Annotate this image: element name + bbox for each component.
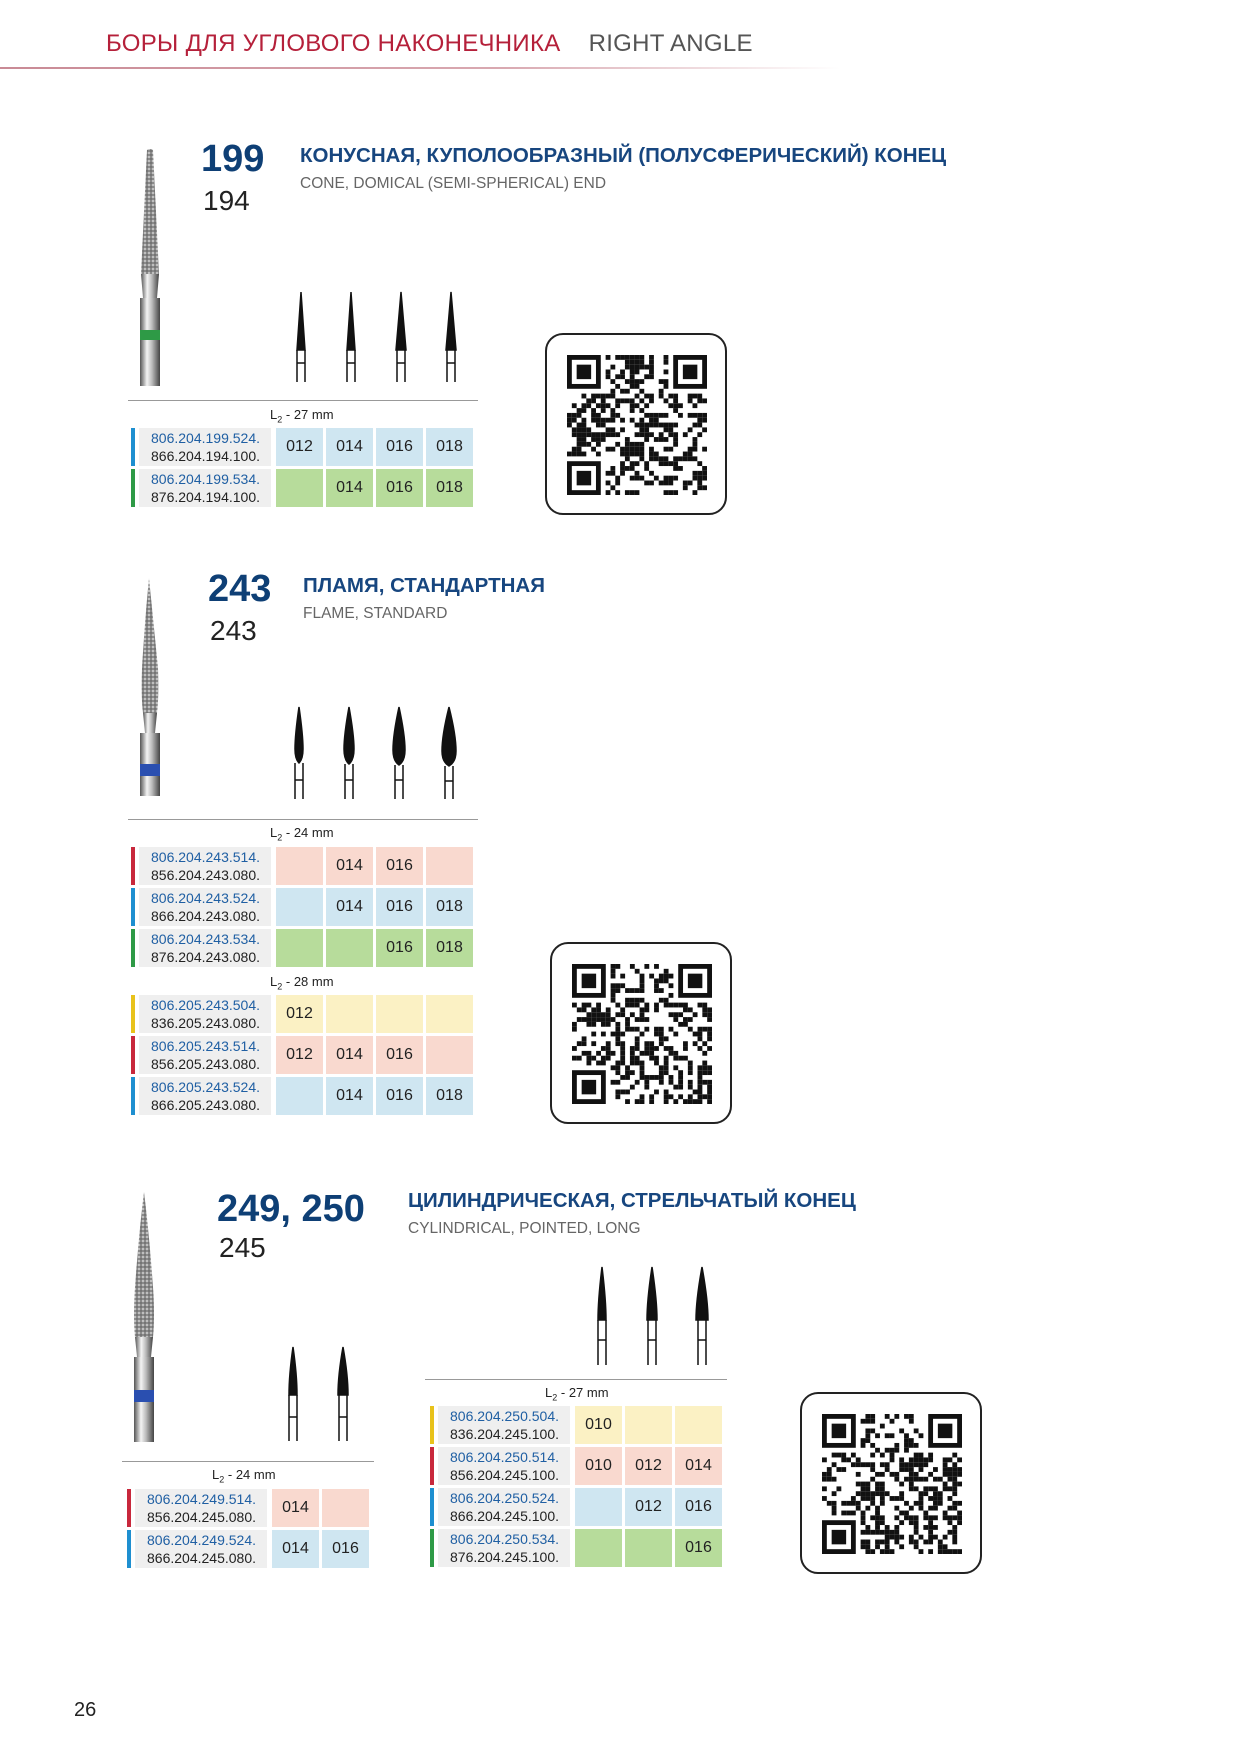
article-code: 876.204.194.100.	[151, 489, 260, 505]
article-code: 806.204.199.534.	[151, 471, 260, 487]
size-cell: 012	[625, 1488, 672, 1526]
article-codes	[139, 1036, 271, 1074]
article-codes	[139, 929, 271, 967]
article-codes	[438, 1447, 570, 1485]
color-bar	[430, 1529, 434, 1567]
size-cell	[625, 1529, 672, 1567]
table-row	[131, 845, 481, 887]
section-number: 199	[201, 138, 265, 180]
article-code: 856.204.245.080.	[147, 1509, 256, 1525]
size-cell: 014	[272, 1489, 319, 1527]
article-code: 806.204.249.514.	[147, 1491, 256, 1507]
table-row	[131, 886, 481, 928]
table-row	[127, 1487, 377, 1529]
size-cell: 016	[376, 929, 423, 967]
bur-image-199	[128, 148, 172, 386]
color-bar	[131, 929, 135, 967]
table-row	[430, 1445, 730, 1487]
size-cell: 014	[326, 469, 373, 507]
header-divider	[0, 67, 840, 69]
size-cell: 014	[326, 1036, 373, 1074]
section-title-en: FLAME, STANDARD	[303, 605, 448, 622]
size-cell	[675, 1406, 722, 1444]
length-value: 24 mm	[293, 825, 334, 840]
table-row	[131, 927, 481, 969]
table-top-rule	[122, 1461, 374, 1462]
length-value: 24 mm	[235, 1467, 276, 1482]
header-title-en: RIGHT ANGLE	[588, 30, 753, 57]
size-cell: 016	[376, 888, 423, 926]
color-bar	[430, 1447, 434, 1485]
table-row	[127, 1528, 377, 1570]
length-label: $L_2 - 28$ mm	[270, 974, 334, 992]
qr-code-pattern	[822, 1414, 962, 1554]
size-silhouettes	[590, 1265, 720, 1365]
size-cell: 018	[426, 929, 473, 967]
table-row	[131, 467, 481, 509]
length-value: 27 mm	[293, 407, 334, 422]
section-title-ru: КОНУСНАЯ, КУПОЛООБРАЗНЫЙ (ПОЛУСФЕРИЧЕСКИЙ) КОНЕЦ	[300, 144, 947, 167]
article-codes	[438, 1529, 570, 1567]
article-code: 806.204.243.524.	[151, 890, 260, 906]
bur-image-249-250	[122, 1192, 166, 1442]
section-title-en: CONE, DOMICAL (SEMI-SPHERICAL) END	[300, 175, 607, 192]
table-row	[131, 993, 481, 1035]
table-row	[430, 1404, 730, 1446]
article-code: 836.205.243.080.	[151, 1015, 260, 1031]
color-bar	[430, 1488, 434, 1526]
size-cell: 018	[426, 1077, 473, 1115]
size-cell	[326, 995, 373, 1033]
article-code: 806.205.243.524.	[151, 1079, 260, 1095]
article-code: 806.204.250.504.	[450, 1408, 559, 1424]
table-row	[430, 1486, 730, 1528]
article-code: 806.204.250.534.	[450, 1531, 559, 1547]
article-codes	[139, 1077, 271, 1115]
length-label: $L_2 - 24$ mm	[270, 825, 334, 843]
article-code: 806.205.243.504.	[151, 997, 260, 1013]
section-number: 243	[208, 568, 272, 610]
size-cell: 014	[326, 888, 373, 926]
color-bar	[131, 1036, 135, 1074]
table-top-rule	[425, 1379, 727, 1380]
header-title-ru: БОРЫ ДЛЯ УГЛОВОГО НАКОНЕЧНИКА	[106, 30, 561, 57]
article-code: 806.204.199.524.	[151, 430, 260, 446]
qr-code-pattern	[567, 355, 707, 495]
section-number: 249, 250	[217, 1188, 365, 1230]
color-bar	[127, 1530, 131, 1568]
table-row	[131, 1034, 481, 1076]
article-codes	[135, 1489, 267, 1527]
article-code: 806.204.243.534.	[151, 931, 260, 947]
article-codes	[139, 995, 271, 1033]
table-row	[430, 1527, 730, 1569]
size-cell: 016	[376, 469, 423, 507]
size-cell	[276, 1077, 323, 1115]
size-cell: 010	[575, 1447, 622, 1485]
qr-code[interactable]	[800, 1392, 982, 1574]
color-bar	[131, 995, 135, 1033]
size-cell	[575, 1488, 622, 1526]
qr-code[interactable]	[550, 942, 732, 1124]
article-code: 866.204.245.080.	[147, 1550, 256, 1566]
size-cell	[326, 929, 373, 967]
size-cell	[276, 929, 323, 967]
size-cell	[276, 847, 323, 885]
article-codes	[438, 1406, 570, 1444]
size-cell: 016	[376, 1036, 423, 1074]
table-row	[131, 426, 481, 468]
article-codes	[135, 1530, 267, 1568]
size-cell	[322, 1489, 369, 1527]
qr-code[interactable]	[545, 333, 727, 515]
color-bar	[131, 1077, 135, 1115]
size-cell: 014	[326, 1077, 373, 1115]
table-top-rule	[128, 819, 478, 820]
color-bar	[430, 1406, 434, 1444]
size-cell: 014	[326, 428, 373, 466]
size-cell: 014	[675, 1447, 722, 1485]
size-cell: 016	[675, 1529, 722, 1567]
section-title-en: CYLINDRICAL, POINTED, LONG	[408, 1220, 641, 1237]
size-cell: 018	[426, 888, 473, 926]
table-top-rule	[128, 400, 478, 401]
article-code: 806.204.249.524.	[147, 1532, 256, 1548]
size-cell: 010	[575, 1406, 622, 1444]
size-cell	[426, 995, 473, 1033]
color-bar	[131, 847, 135, 885]
size-cell: 016	[675, 1488, 722, 1526]
article-code: 866.204.245.100.	[450, 1508, 559, 1524]
article-codes	[438, 1488, 570, 1526]
article-codes	[139, 888, 271, 926]
article-code: 866.204.243.080.	[151, 908, 260, 924]
article-code: 836.204.245.100.	[450, 1426, 559, 1442]
color-bar	[127, 1489, 131, 1527]
size-cell: 016	[376, 1077, 423, 1115]
size-cell: 016	[376, 847, 423, 885]
article-code: 806.204.250.514.	[450, 1449, 559, 1465]
size-cell	[276, 888, 323, 926]
article-codes	[139, 847, 271, 885]
article-code: 806.205.243.514.	[151, 1038, 260, 1054]
size-cell: 012	[276, 1036, 323, 1074]
size-cell	[426, 1036, 473, 1074]
section-title-ru: ЦИЛИНДРИЧЕСКАЯ, СТРЕЛЬЧАТЫЙ КОНЕЦ	[408, 1189, 856, 1212]
table-row	[131, 1075, 481, 1117]
page-header	[106, 30, 753, 58]
color-bar	[131, 888, 135, 926]
length-label: $L_2 - 27$ mm	[270, 407, 334, 425]
length-label: $L_2 - 27$ mm	[545, 1385, 609, 1403]
section-sub-number: 243	[210, 615, 257, 646]
size-cell	[276, 469, 323, 507]
bur-image-243	[128, 578, 172, 796]
article-code: 876.204.245.100.	[450, 1549, 559, 1565]
size-cell: 012	[276, 995, 323, 1033]
size-cell	[575, 1529, 622, 1567]
article-code: 876.204.243.080.	[151, 949, 260, 965]
size-cell	[426, 847, 473, 885]
size-cell: 012	[625, 1447, 672, 1485]
page-number: 26	[74, 1699, 97, 1721]
article-code: 856.204.245.100.	[450, 1467, 559, 1483]
article-code: 856.205.243.080.	[151, 1056, 260, 1072]
size-cell: 016	[376, 428, 423, 466]
article-code: 856.204.243.080.	[151, 867, 260, 883]
size-cell: 014	[326, 847, 373, 885]
section-sub-number: 194	[203, 185, 250, 216]
qr-code-pattern	[572, 964, 712, 1104]
article-code: 806.204.243.514.	[151, 849, 260, 865]
size-cell: 018	[426, 428, 473, 466]
size-cell: 012	[276, 428, 323, 466]
article-code: 866.204.194.100.	[151, 448, 260, 464]
section-title-ru: ПЛАМЯ, СТАНДАРТНАЯ	[303, 574, 545, 597]
length-value: 28 mm	[293, 974, 334, 989]
size-cell: 016	[322, 1530, 369, 1568]
size-silhouettes	[290, 290, 470, 382]
length-value: 27 mm	[568, 1385, 609, 1400]
length-label: $L_2 - 24$ mm	[212, 1467, 276, 1485]
size-cell: 018	[426, 469, 473, 507]
article-code: 866.205.243.080.	[151, 1097, 260, 1113]
size-silhouettes	[290, 705, 470, 799]
article-code: 806.204.250.524.	[450, 1490, 559, 1506]
article-codes	[139, 428, 271, 466]
size-cell: 014	[272, 1530, 319, 1568]
color-bar	[131, 469, 135, 507]
article-codes	[139, 469, 271, 507]
size-cell	[376, 995, 423, 1033]
color-bar	[131, 428, 135, 466]
size-silhouettes	[280, 1345, 360, 1441]
section-sub-number: 245	[219, 1232, 266, 1263]
size-cell	[625, 1406, 672, 1444]
